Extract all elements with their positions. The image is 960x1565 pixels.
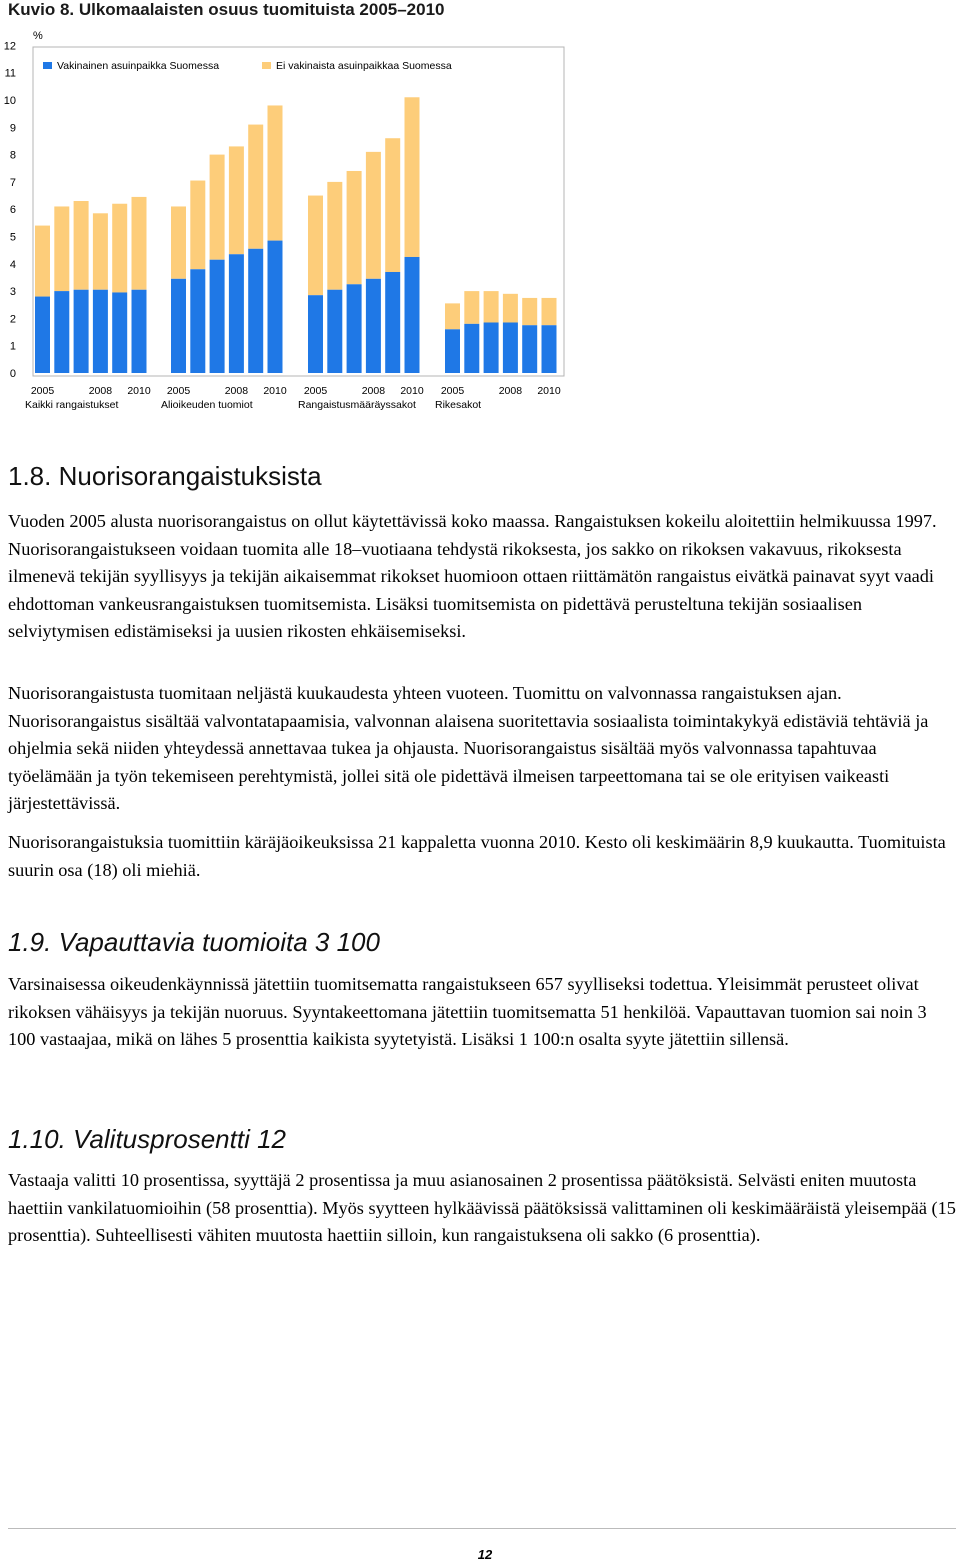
group-label: Kaikki rangaistukset [25, 399, 119, 411]
bar-nonresident [542, 298, 557, 325]
bar-nonresident [210, 155, 225, 260]
y-tick-label: 3 [9, 286, 16, 299]
bar-nonresident [229, 146, 244, 254]
bar-resident [112, 292, 127, 373]
legend-swatch-nonresident [262, 62, 271, 69]
bar-nonresident [112, 204, 127, 293]
section-heading-1-8: 1.8. Nuorisorangaistuksista [8, 461, 322, 491]
legend-label-nonresident: Ei vakinaista asuinpaikkaa Suomessa [276, 60, 452, 72]
bar-resident [464, 324, 479, 373]
bar-nonresident [327, 182, 342, 290]
sec110-paragraph-1: Vastaaja valitti 10 prosentissa, syyttäjä 2 prosentissa ja muu asianosainen 2 prosentissa päätöksistä. Selvästi eniten muutosta haettiin vankilatuomioihin (58 prosenttia). Myös syytteen hylkäävissä päätöksissä valittaminen oli keskimääräistä yleisempää (15 prosenttia). Suhteellisesti vähiten muutosta haettiin silloin, kun rangaistuksena oli sakko (6 prosenttia). [8, 1170, 956, 1245]
bar-resident [54, 291, 69, 373]
bar-nonresident [35, 226, 50, 297]
bar-nonresident [308, 196, 323, 296]
bar-resident [405, 257, 420, 373]
y-tick-label: 4 [9, 258, 16, 271]
y-tick-label: 11 [4, 67, 16, 80]
x-tick-label: 2005 [303, 385, 328, 397]
sec18-paragraph-1: Vuoden 2005 alusta nuorisorangaistus on ollut käytettävissä koko maassa. Rangaistuksen kokeilu aloitettiin helmikuussa 1997. Nuorisorangaistukseen voidaan tuomita alle 18–vuotiaana tehdystä rikoksesta, jos sakko on rikoksen vakavuus, rikoksesta ilmenevä tekijän syyllisyys ja tekijän aikaisemmat rikokset huomioon ottaen riittämätön rangaistus eivätkä painavat syyt vaadi ehdottoman vankeusrangaistuksen tuomitsemista. Lisäksi tuomitsemista on pidettävä perusteltuna tekijän sosiaalisen selviytymisen edistämiseksi ja uusien rikosten ehkäisemiseksi. [8, 511, 937, 641]
bar-nonresident [522, 298, 537, 325]
x-tick-label: 2008 [498, 385, 523, 397]
y-tick-label: 5 [9, 231, 16, 244]
bar-resident [35, 297, 50, 373]
bar-resident [171, 279, 186, 373]
bar-resident [248, 249, 263, 373]
group-label: Alioikeuden tuomiot [161, 399, 253, 411]
y-tick-label: 0 [9, 368, 16, 380]
bar-resident [347, 284, 362, 373]
y-tick-label: 2 [9, 313, 16, 326]
y-tick-label: 9 [9, 122, 16, 135]
bar-resident [210, 260, 225, 373]
x-tick-label: 2005 [440, 385, 465, 397]
bar-nonresident [93, 213, 108, 289]
bar-resident [268, 241, 283, 373]
bar-resident [308, 295, 323, 373]
x-tick-label: 2005 [166, 385, 191, 397]
section-heading-1-10: 1.10. Valitusprosentti 12 [8, 1124, 286, 1154]
bar-nonresident [74, 201, 89, 290]
footer-rule [8, 1528, 956, 1529]
x-tick-label: 2010 [400, 385, 424, 397]
y-tick-label: 1 [9, 340, 16, 353]
y-tick-label: 8 [9, 149, 16, 162]
y-tick-label: 6 [9, 204, 16, 217]
x-tick-label: 2010 [537, 385, 561, 397]
x-tick-label: 2005 [30, 385, 55, 397]
bar-nonresident [366, 152, 381, 279]
figure-title: Kuvio 8. Ulkomaalaisten osuus tuomituista 2005–2010 [8, 0, 445, 19]
x-tick-label: 2008 [361, 385, 386, 397]
bar-resident [132, 290, 147, 373]
bar-nonresident [385, 138, 400, 272]
bar-nonresident [464, 291, 479, 324]
bar-resident [190, 269, 205, 373]
group-label: Rangaistusmääräyssakot [298, 399, 416, 411]
bar-resident [542, 325, 557, 373]
bar-resident [385, 272, 400, 373]
page-number: 12 [477, 1547, 493, 1562]
bar-nonresident [132, 197, 147, 290]
bar-resident [445, 329, 460, 373]
x-tick-label: 2010 [263, 385, 287, 397]
x-tick-label: 2010 [127, 385, 151, 397]
sec19-paragraph-1: Varsinaisessa oikeudenkäynnissä jätettiin tuomitsematta rangaistukseen 657 syylliseksi todettua. Yleisimmät perusteet olivat rikoksen vähäisyys ja tekijän nuoruus. Syyntakeettomana jätettiin tuomitsematta 51 henkilöä. Vapauttavan tuomion sai noin 3 100 vastaajaa, mikä on lähes 5 prosenttia kaikista syytetyistä. Lisäksi 1 100:n osalta syyte jätettiin sillensä. [8, 974, 927, 1049]
sec18-paragraph-2: Nuorisorangaistusta tuomitaan neljästä kuukaudesta yhteen vuoteen. Tuomittu on valvonnassa rangaistuksen ajan. Nuorisorangaistus sisältää valvontatapaamisia, valvonnan alaisena suoritettavia sosiaalista toimintakykyä edistäviä tehtäviä ja ohjelmia sekä niiden yhteydessä annettavaa tukea ja ohjausta. Nuorisorangaistus sisältää myös valvonnassa tapahtuvaa työelämään ja työn tekemiseen perehtymistä, jollei sitä ole pidettävä ilmeisen tarpeettomana tai se ole erityisen vaikeasti järjestettävissä. [8, 683, 929, 813]
legend [43, 60, 452, 72]
bar-resident [93, 290, 108, 373]
bar-resident [74, 290, 89, 373]
y-tick-label: 10 [3, 95, 16, 107]
x-tick-label: 2008 [88, 385, 113, 397]
legend-label-resident: Vakinainen asuinpaikka Suomessa [57, 60, 220, 72]
bar-nonresident [171, 206, 186, 278]
bar-resident [366, 279, 381, 373]
sec18-paragraph-3: Nuorisorangaistuksia tuomittiin käräjäoikeuksissa 21 kappaletta vuonna 2010. Kesto oli keskimäärin 8,9 kuukautta. Tuomituista suurin osa (18) oli miehiä. [8, 832, 946, 880]
bar-nonresident [405, 97, 420, 257]
bar-resident [484, 322, 499, 373]
bar-resident [327, 290, 342, 373]
bar-nonresident [503, 294, 518, 323]
bar-nonresident [248, 125, 263, 249]
bar-nonresident [268, 105, 283, 240]
bar-nonresident [484, 291, 499, 322]
stacked-bar-chart [0, 28, 600, 418]
group-label: Rikesakot [435, 399, 482, 411]
y-tick-label: 7 [9, 176, 16, 189]
bar-resident [522, 325, 537, 373]
y-unit-label: % [33, 30, 43, 42]
bar-nonresident [190, 181, 205, 270]
x-tick-label: 2008 [224, 385, 249, 397]
section-heading-1-9: 1.9. Vapauttavia tuomioita 3 100 [8, 927, 380, 957]
bar-nonresident [445, 303, 460, 329]
bar-nonresident [347, 171, 362, 284]
legend-swatch-resident [43, 62, 52, 69]
bar-nonresident [54, 206, 69, 291]
bar-resident [503, 322, 518, 373]
bar-resident [229, 254, 244, 373]
y-tick-label: 12 [3, 40, 16, 53]
